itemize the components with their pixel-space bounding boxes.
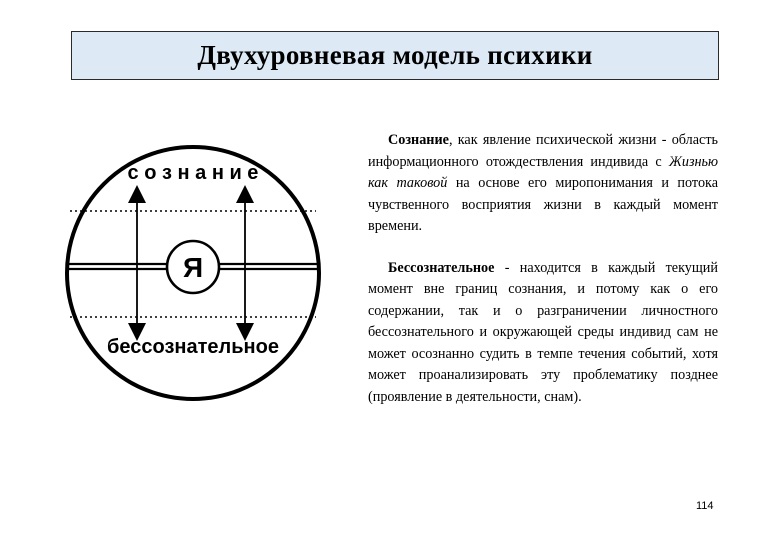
consciousness-italic: Жизнью как таковой [368,153,718,191]
psyche-model-diagram [40,110,340,440]
consciousness-text-b: на основе его миропонимания и потока чувственного восприятия жизни в каждый момент времени. [368,175,719,234]
unconscious-term: Бессознательное [388,259,495,276]
page-number: 114 [696,500,714,512]
consciousness-text-a: , как явление психической жизни - область информационного отождествления индивида с [368,132,718,170]
title-banner [71,31,719,80]
consciousness-term: Сознание [388,132,449,148]
consciousness-paragraph [368,130,718,238]
unconscious-label: бессознательное [107,336,279,358]
description-text [368,130,718,408]
page-title: Двухуровневая модель психики [197,40,593,70]
unconscious-text: - находится в каждый текущий момент вне границ сознания, и потому как о его содержании, так и о разграничении личностного бессознательного и окружающей среды индивид сам не может осознанно судить в темпе течения событий, хотя может проанализировать эту проблематику позднее (проявление в деятельности, снам). [368,259,718,405]
ego-label: Я [182,252,204,283]
consciousness-label: с о з н а н и е [127,162,259,184]
unconscious-paragraph [368,258,718,409]
